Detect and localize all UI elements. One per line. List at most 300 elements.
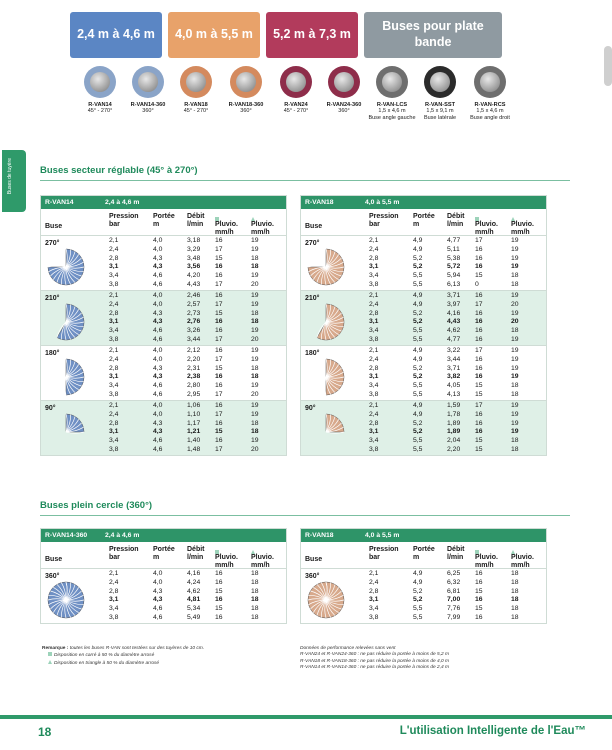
table-cell: 4,77 — [447, 237, 461, 244]
nozzle-icon — [84, 66, 116, 98]
table-row — [41, 347, 286, 356]
table-cell: 3,4 — [369, 382, 379, 390]
table-cell: 5,94 — [447, 272, 461, 280]
table-cell: 4,6 — [153, 391, 163, 398]
table-cell: 2,4 — [369, 245, 379, 253]
table-cell: 4,62 — [447, 327, 461, 335]
table-cell: 16 — [475, 410, 483, 418]
table-cell: 1,17 — [187, 419, 201, 427]
table-cell: 1,06 — [187, 402, 201, 409]
table-cell: 17 — [215, 446, 223, 453]
table-row — [301, 237, 546, 246]
table-cell: 5,2 — [413, 364, 423, 372]
table-cell: 4,9 — [413, 300, 423, 308]
table-model: R-VAN18 — [305, 532, 334, 539]
col-buse: Buse — [45, 556, 63, 563]
table-cell: 16 — [475, 245, 483, 253]
angle-group — [41, 290, 286, 345]
table-cell: 3,4 — [369, 327, 379, 335]
table-cell: 2,1 — [369, 570, 379, 577]
table-cell: 19 — [511, 419, 519, 427]
nozzle-spec: 1,5 x 4,6 m — [476, 108, 504, 115]
table-cell: 17 — [215, 245, 223, 253]
table-cell: 18 — [511, 614, 519, 621]
angle-group — [41, 568, 286, 623]
table-cell: 2,04 — [447, 437, 461, 445]
table-cell: 19 — [251, 292, 259, 299]
table-cell: 5,49 — [187, 614, 201, 621]
table-cell: 2,38 — [187, 373, 201, 381]
table-cell: 16 — [475, 355, 483, 363]
table-cell: 17 — [475, 402, 483, 409]
table-cell: 5,5 — [413, 391, 423, 398]
table-cell: 16 — [215, 382, 223, 390]
spray-pattern-icon — [47, 581, 87, 621]
table-cell: 4,20 — [187, 272, 201, 280]
table-cell: 20 — [251, 446, 259, 453]
table-cell: 5,5 — [413, 437, 423, 445]
table-range: 2,4 à 4,6 m — [105, 532, 140, 539]
table-cell: 4,6 — [153, 272, 163, 280]
table-cell: 2,8 — [109, 309, 119, 317]
spray-pattern-icon — [307, 358, 347, 398]
table-cell: 2,8 — [369, 419, 379, 427]
table-cell: 4,62 — [187, 587, 201, 595]
nozzle-icon — [180, 66, 212, 98]
table-cell: 4,0 — [153, 402, 163, 409]
table-cell: 4,0 — [153, 355, 163, 363]
nozzle-icon — [376, 66, 408, 98]
table-cell: 19 — [251, 382, 259, 390]
table-cell: 19 — [511, 245, 519, 253]
table-cell: 19 — [251, 272, 259, 280]
table-cell: 5,2 — [413, 254, 423, 262]
spray-pattern-icon — [47, 248, 87, 288]
page-number: 18 — [38, 725, 52, 739]
table-cell: 2,4 — [109, 355, 119, 363]
table-cell: 18 — [251, 614, 259, 621]
table-cell: 16 — [215, 272, 223, 280]
table-cell: 3,1 — [369, 318, 379, 326]
range-pill: Buses pour plate bande — [364, 12, 502, 58]
col-pression: Pression bar — [369, 213, 399, 228]
table-cell: 16 — [475, 327, 483, 335]
range-pill: 5,2 m à 7,3 m — [266, 12, 358, 58]
table-cell: 2,1 — [109, 292, 119, 299]
table-cell: 15 — [215, 587, 223, 595]
table-cell: 2,1 — [369, 347, 379, 354]
table-cell: 17 — [215, 300, 223, 308]
table-cell: 15 — [475, 382, 483, 390]
nozzle-item — [123, 66, 173, 115]
col-debit: Débit l/min — [447, 213, 465, 228]
table-cell: 1,78 — [447, 410, 461, 418]
nozzle-spec: 1,5 x 9,1 m — [426, 108, 454, 115]
table-cell: 18 — [251, 570, 259, 577]
table-cell: 16 — [215, 570, 223, 577]
table-cell: 19 — [511, 336, 519, 343]
table-cell: 2,1 — [369, 292, 379, 299]
angle-label: 270° — [45, 240, 60, 247]
col-portee: Portée m — [153, 213, 175, 228]
notes-left — [42, 646, 272, 667]
nozzle-icon — [328, 66, 360, 98]
table-cell: 15 — [475, 446, 483, 453]
table-cell: 2,4 — [109, 245, 119, 253]
table-header — [41, 529, 286, 542]
table-cell: 4,6 — [153, 446, 163, 453]
table-header — [301, 529, 546, 542]
table-cell: 2,4 — [109, 300, 119, 308]
table-cell: 2,20 — [447, 446, 461, 453]
table-cell: 4,3 — [153, 373, 163, 381]
table-cell: 19 — [511, 410, 519, 418]
table-cell: 3,1 — [369, 263, 379, 271]
col-portee: Portée m — [413, 213, 435, 228]
table-cell: 18 — [251, 428, 259, 436]
angle-group — [41, 345, 286, 400]
table-cell: 18 — [511, 382, 519, 390]
table-cell: 4,9 — [413, 570, 423, 577]
table-cell: 2,4 — [109, 410, 119, 418]
table-cell: 1,40 — [187, 437, 201, 445]
table-cell: 2,8 — [109, 587, 119, 595]
range-legend — [70, 12, 502, 58]
angle-label: 360° — [305, 573, 320, 580]
table-cell: 6,25 — [447, 570, 461, 577]
table-model: R-VAN14 — [45, 199, 74, 206]
table-cell: 5,2 — [413, 309, 423, 317]
note-square: Disposition en carré à 50 % du diamètre arrosé — [54, 653, 155, 659]
table-cell: 3,4 — [109, 437, 119, 445]
table-cell: 16 — [215, 263, 223, 271]
notes-right — [300, 646, 570, 671]
table-cell: 2,73 — [187, 309, 201, 317]
nozzle-name: R-VAN14 — [88, 102, 112, 108]
col-debit: Débit l/min — [187, 546, 205, 561]
table-cell: 16 — [475, 419, 483, 427]
table-cell: 16 — [215, 614, 223, 621]
nozzle-item — [465, 66, 515, 121]
side-tab — [2, 150, 26, 212]
table-cell: 19 — [511, 237, 519, 244]
table-cell: 18 — [251, 318, 259, 326]
triangle-marker-icon — [48, 660, 52, 664]
table-cell: 5,38 — [447, 254, 461, 262]
col-portee: Portée m — [413, 546, 435, 561]
table-cell: 4,6 — [153, 605, 163, 613]
table-cell: 19 — [251, 237, 259, 244]
table-cell: 1,59 — [447, 402, 461, 409]
triangle-marker-icon — [511, 217, 515, 221]
nozzle-item — [367, 66, 417, 121]
table-cell: 18 — [511, 446, 519, 453]
angle-label: 210° — [305, 295, 320, 302]
table-cell: 3,44 — [187, 336, 201, 343]
nozzle-spec: 360° — [338, 108, 350, 115]
table-cell: 3,97 — [447, 300, 461, 308]
spray-pattern-icon — [307, 581, 347, 621]
nozzle-icon — [424, 66, 456, 98]
col-pluvio-triangle: Pluvio. mm/h — [511, 546, 534, 570]
table-cell: 5,72 — [447, 263, 461, 271]
table-cell: 1,10 — [187, 410, 201, 418]
nozzle-icon — [474, 66, 506, 98]
table-cell: 15 — [215, 364, 223, 372]
column-headers — [301, 209, 546, 235]
table-cell: 16 — [215, 373, 223, 381]
table-cell: 0 — [475, 281, 479, 288]
table-cell: 15 — [475, 391, 483, 398]
table-cell: 4,3 — [153, 254, 163, 262]
table-cell: 19 — [511, 373, 519, 381]
note-line: Données de performance relevées sans vent — [300, 646, 396, 651]
table-cell: 5,2 — [413, 587, 423, 595]
table-cell: 19 — [511, 263, 519, 271]
col-pluvio-square: Pluvio. mm/h — [475, 546, 498, 570]
table-cell: 3,8 — [109, 391, 119, 398]
table-cell: 3,29 — [187, 245, 201, 253]
table-cell: 16 — [215, 347, 223, 354]
table-header — [41, 196, 286, 209]
table-cell: 5,34 — [187, 605, 201, 613]
performance-table — [300, 195, 547, 456]
table-cell: 3,48 — [187, 254, 201, 262]
table-row — [41, 570, 286, 579]
table-cell: 4,16 — [187, 570, 201, 577]
nozzle-spec: 45° - 270° — [87, 108, 113, 115]
table-cell: 2,80 — [187, 382, 201, 390]
section-rule — [40, 180, 570, 181]
table-cell: 3,1 — [109, 318, 119, 326]
table-cell: 4,6 — [153, 281, 163, 288]
table-cell: 5,2 — [413, 428, 423, 436]
spray-pattern-icon — [307, 303, 347, 343]
table-cell: 16 — [215, 327, 223, 335]
table-cell: 4,05 — [447, 382, 461, 390]
table-cell: 4,0 — [153, 245, 163, 253]
table-cell: 18 — [511, 281, 519, 288]
nozzle-name: R-VAN18-360 — [228, 102, 264, 108]
table-cell: 16 — [475, 614, 483, 621]
range-pill: 4,0 m à 5,5 m — [168, 12, 260, 58]
section-rule — [40, 515, 570, 516]
table-cell: 20 — [251, 281, 259, 288]
table-header — [301, 196, 546, 209]
triangle-marker-icon — [511, 550, 515, 554]
table-cell: 19 — [511, 254, 519, 262]
table-cell: 18 — [511, 391, 519, 398]
table-cell: 3,44 — [447, 355, 461, 363]
table-range: 4,0 à 5,5 m — [365, 532, 400, 539]
table-cell: 18 — [251, 605, 259, 613]
table-cell: 1,89 — [447, 419, 461, 427]
table-cell: 5,5 — [413, 327, 423, 335]
table-cell: 3,18 — [187, 237, 201, 244]
table-cell: 2,57 — [187, 300, 201, 308]
col-pluvio-triangle: Pluvio. mm/h — [251, 213, 274, 237]
table-cell: 3,8 — [109, 614, 119, 621]
table-cell: 19 — [511, 364, 519, 372]
table-cell: 15 — [215, 309, 223, 317]
table-cell: 2,8 — [109, 364, 119, 372]
table-cell: 4,6 — [153, 437, 163, 445]
table-cell: 7,76 — [447, 605, 461, 613]
table-cell: 2,20 — [187, 355, 201, 363]
angle-label: 210° — [45, 295, 60, 302]
table-cell: 2,76 — [187, 318, 201, 326]
col-pluvio-triangle: Pluvio. mm/h — [511, 213, 534, 237]
table-cell: 4,3 — [153, 309, 163, 317]
table-cell: 2,4 — [109, 578, 119, 586]
table-cell: 3,8 — [369, 614, 379, 621]
spray-pattern-icon — [47, 358, 87, 398]
table-cell: 3,4 — [369, 605, 379, 613]
spray-pattern-icon — [47, 303, 87, 343]
table-cell: 3,4 — [369, 437, 379, 445]
nozzle-extra: Buse angle droit — [470, 114, 510, 121]
table-cell: 4,9 — [413, 245, 423, 253]
table-cell: 20 — [251, 336, 259, 343]
table-cell: 18 — [251, 254, 259, 262]
table-cell: 15 — [475, 587, 483, 595]
note-title: Remarque : — [42, 646, 69, 651]
table-cell: 2,31 — [187, 364, 201, 372]
col-buse: Buse — [45, 223, 63, 230]
table-model: R-VAN18 — [305, 199, 334, 206]
table-cell: 18 — [251, 578, 259, 586]
performance-table — [40, 195, 287, 456]
col-buse: Buse — [305, 556, 323, 563]
table-cell: 5,2 — [413, 263, 423, 271]
table-cell: 16 — [475, 309, 483, 317]
table-cell: 19 — [251, 402, 259, 409]
footer-rule — [0, 715, 612, 719]
table-cell: 17 — [475, 347, 483, 354]
table-row — [41, 292, 286, 301]
table-cell: 17 — [215, 355, 223, 363]
table-cell: 19 — [251, 245, 259, 253]
table-cell: 6,81 — [447, 587, 461, 595]
angle-label: 270° — [305, 240, 320, 247]
section-title-full-circle: Buses plein cercle (360°) — [40, 500, 153, 511]
table-cell: 17 — [475, 300, 483, 308]
table-cell: 20 — [511, 300, 519, 308]
table-cell: 4,9 — [413, 578, 423, 586]
table-cell: 3,26 — [187, 327, 201, 335]
nozzle-item — [415, 66, 465, 121]
table-cell: 4,43 — [447, 318, 461, 326]
angle-group — [301, 235, 546, 290]
nozzle-extra: Buse latérale — [423, 114, 457, 121]
table-cell: 15 — [215, 254, 223, 262]
table-row — [301, 402, 546, 411]
table-cell: 3,1 — [109, 428, 119, 436]
angle-label: 90° — [45, 405, 56, 412]
col-pluvio-square: Pluvio. mm/h — [215, 546, 238, 570]
table-cell: 18 — [251, 587, 259, 595]
table-cell: 2,1 — [369, 402, 379, 409]
table-cell: 4,0 — [153, 300, 163, 308]
table-cell: 16 — [215, 578, 223, 586]
table-cell: 5,2 — [413, 596, 423, 604]
table-cell: 18 — [251, 419, 259, 427]
table-cell: 4,9 — [413, 292, 423, 299]
table-cell: 16 — [475, 318, 483, 326]
angle-group — [41, 400, 286, 455]
performance-table — [40, 528, 287, 624]
table-cell: 3,1 — [369, 428, 379, 436]
table-cell: 7,00 — [447, 596, 461, 604]
table-cell: 19 — [251, 347, 259, 354]
note-line: R-VAN18 et R-VAN18-360 : ne pas réduire la portée à moins de 4,0 m — [300, 658, 450, 664]
table-row — [301, 347, 546, 356]
table-cell: 3,56 — [187, 263, 201, 271]
table-cell: 18 — [511, 578, 519, 586]
table-cell: 2,1 — [369, 237, 379, 244]
nozzle-icon — [280, 66, 312, 98]
square-marker-icon — [215, 550, 219, 554]
table-cell: 4,0 — [153, 410, 163, 418]
table-cell: 3,71 — [447, 364, 461, 372]
col-debit: Débit l/min — [447, 546, 465, 561]
table-range: 2,4 à 4,6 m — [105, 199, 140, 206]
table-cell: 16 — [475, 373, 483, 381]
table-cell: 16 — [475, 336, 483, 343]
table-cell: 19 — [251, 410, 259, 418]
table-cell: 16 — [215, 437, 223, 445]
table-cell: 2,4 — [369, 578, 379, 586]
nozzle-name: R-VAN-SST — [424, 102, 456, 108]
performance-table — [300, 528, 547, 624]
table-cell: 6,13 — [447, 281, 461, 288]
nozzle-spec: 360° — [240, 108, 252, 115]
nozzle-item — [319, 66, 369, 115]
nozzle-name: R-VAN-RCS — [474, 102, 506, 108]
col-buse: Buse — [305, 223, 323, 230]
table-cell: 2,4 — [369, 300, 379, 308]
table-cell: 19 — [511, 402, 519, 409]
table-cell: 2,8 — [109, 419, 119, 427]
table-cell: 2,95 — [187, 391, 201, 398]
table-cell: 7,99 — [447, 614, 461, 621]
nozzle-spec: 45° - 270° — [283, 108, 309, 115]
col-pression: Pression bar — [109, 546, 139, 561]
nozzle-name: R-VAN24 — [284, 102, 308, 108]
table-cell: 3,4 — [109, 272, 119, 280]
angle-label: 180° — [45, 350, 60, 357]
table-cell: 15 — [475, 605, 483, 613]
table-cell: 4,3 — [153, 596, 163, 604]
col-portee: Portée m — [153, 546, 175, 561]
col-pression: Pression bar — [369, 546, 399, 561]
table-cell: 4,81 — [187, 596, 201, 604]
nozzle-name: R-VAN14-360 — [130, 102, 166, 108]
note-triangle: Disposition en triangle à 50 % du diamètre arrosé — [54, 660, 160, 666]
spray-pattern-icon — [47, 413, 87, 453]
table-cell: 19 — [251, 327, 259, 335]
column-headers — [301, 542, 546, 568]
table-cell: 19 — [251, 437, 259, 445]
table-cell: 16 — [215, 237, 223, 244]
table-cell: 16 — [475, 578, 483, 586]
table-cell: 5,5 — [413, 336, 423, 343]
nozzle-spec: 1,5 x 4,6 m — [378, 108, 406, 115]
table-cell: 6,32 — [447, 578, 461, 586]
table-cell: 16 — [215, 292, 223, 299]
scrollbar-thumb[interactable] — [604, 46, 612, 86]
table-cell: 4,9 — [413, 410, 423, 418]
